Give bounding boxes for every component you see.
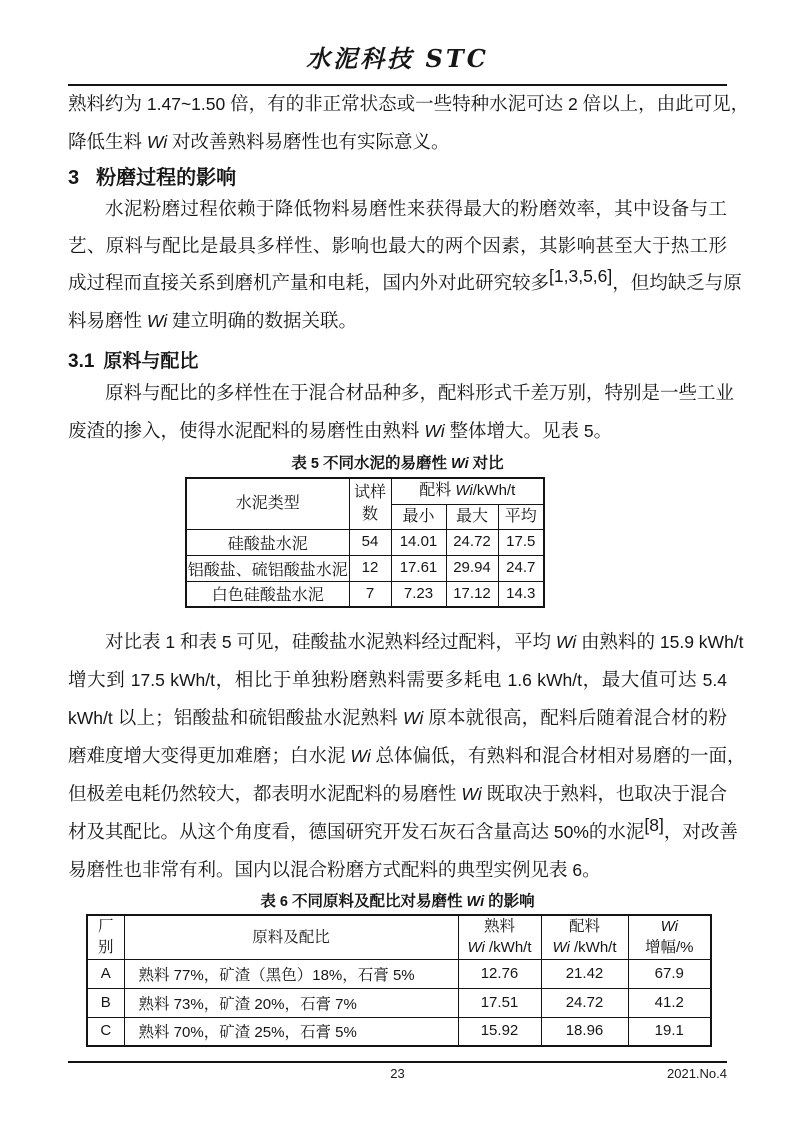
- table-6-header: [87, 915, 711, 959]
- cell-min: 17.61: [391, 555, 446, 581]
- text-line: 原料与配比的多样性在于混合材品种多，配料形式千差万别，特别是一些工业: [105, 384, 735, 404]
- cell-wi-increase: 67.9: [628, 959, 711, 988]
- table-row: [87, 988, 711, 1017]
- text-line: 水泥粉磨过程依赖于降低物料易磨性来获得最大的粉磨效率，其中设备与工: [105, 200, 727, 220]
- table-row: [186, 555, 544, 581]
- section-title: 粉磨过程的影响: [96, 167, 237, 189]
- cell-max: 24.72: [446, 529, 498, 555]
- table-5-header: [186, 478, 544, 529]
- column-header-clinker-wi: 熟料 Wi /kWh/t: [458, 915, 541, 959]
- cell-max: 17.12: [446, 581, 498, 607]
- text-line: 艺、原料与配比是最具多样性、影响也最大的两个因素，其影响甚至大于热工形: [68, 237, 727, 257]
- cell-avg: 17.5: [498, 529, 544, 555]
- table-row: [87, 1017, 711, 1046]
- cell-plant: A: [87, 959, 124, 988]
- section-title: 原料与配比: [103, 351, 199, 372]
- column-header-max: 最大: [446, 504, 498, 529]
- cell-clinker-wi: 15.92: [458, 1017, 541, 1046]
- cell-cement-type: 铝酸盐、硫铝酸盐水泥: [186, 555, 349, 581]
- section-number: 3.1: [68, 351, 95, 372]
- cell-sample-count: 54: [349, 529, 391, 555]
- cell-batch-wi: 24.72: [541, 988, 628, 1017]
- table-6: [86, 914, 712, 1047]
- text-line: 磨难度增大变得更加难磨；白水泥 Wi 总体偏低，有熟料和混合材相对易磨的一面，: [68, 746, 746, 767]
- column-header-avg: 平均: [498, 504, 544, 529]
- column-header-mix: 原料及配比: [124, 915, 458, 959]
- page-footer: [68, 1066, 727, 1084]
- cell-mix: 熟料 73%，矿渣 20%，石膏 7%: [124, 988, 458, 1017]
- cell-min: 7.23: [391, 581, 446, 607]
- page-number: 23: [390, 1066, 405, 1081]
- table-5: [185, 477, 545, 608]
- cell-batch-wi: 18.96: [541, 1017, 628, 1046]
- cell-min: 14.01: [391, 529, 446, 555]
- table-header-row: [87, 915, 711, 959]
- column-header-sample-count: 试样 数: [349, 478, 391, 529]
- issue-label: 2021.No.4: [667, 1066, 727, 1081]
- column-header-batch-wi-group: 配料 Wi/kWh/t: [391, 478, 544, 504]
- section-3-heading: [68, 164, 727, 192]
- cell-avg: 24.7: [498, 555, 544, 581]
- cell-plant: C: [87, 1017, 124, 1046]
- cell-max: 29.94: [446, 555, 498, 581]
- text-line: 但极差电耗仍然较大，都表明水泥配料的易磨性 Wi 既取决于熟料，也取决于混合: [68, 784, 728, 805]
- column-header-batch-wi: 配料 Wi /kWh/t: [541, 915, 628, 959]
- cell-mix: 熟料 70%，矿渣 25%，石膏 5%: [124, 1017, 458, 1046]
- text-line: 料易磨性 Wi 建立明确的数据关联。: [68, 311, 358, 332]
- text-line: 易磨性也非常有利。国内以混合粉磨方式配料的典型实例见表 6。: [68, 860, 601, 881]
- journal-title: 水泥科技 STC: [306, 44, 489, 73]
- table-row: [186, 581, 544, 607]
- cell-batch-wi: 21.42: [541, 959, 628, 988]
- text-line: 熟料约为 1.47~1.50 倍，有的非正常状态或一些特种水泥可达 2 倍以上，由此可见，: [68, 94, 750, 115]
- section-3-paragraph: [68, 192, 742, 341]
- text-line: 对比表 1 和表 5 可见，硅酸盐水泥熟料经过配料，平均 Wi 由熟料的 15.9 kWh/t: [105, 632, 744, 653]
- cell-plant: B: [87, 988, 124, 1017]
- analysis-paragraph: [68, 624, 746, 890]
- column-header-min: 最小: [391, 504, 446, 529]
- cell-avg: 14.3: [498, 581, 544, 607]
- column-header-wi-increase: Wi 增幅/%: [628, 915, 711, 959]
- section-3-1-paragraph: [68, 376, 735, 451]
- cell-wi-increase: 19.1: [628, 1017, 711, 1046]
- cell-wi-increase: 41.2: [628, 988, 711, 1017]
- cell-mix: 熟料 77%，矿渣（黑色）18%，石膏 5%: [124, 959, 458, 988]
- text-line: 废渣的掺入，使得水泥配料的易磨性由熟料 Wi 整体增大。见表 5。: [68, 421, 613, 442]
- table-row: [186, 529, 544, 555]
- cell-cement-type: 白色硅酸盐水泥: [186, 581, 349, 607]
- cell-sample-count: 12: [349, 555, 391, 581]
- text-line: 降低生料 Wi 对改善熟料易磨性也有实际意义。: [68, 132, 450, 153]
- text-line: kWh/t 以上；铝酸盐和硫铝酸盐水泥熟料 Wi 原本就很高，配料后随着混合材的粉: [68, 708, 727, 729]
- table-6-caption: 表 6 不同原料及配比对易磨性 Wi 的影响: [260, 893, 535, 910]
- section-number: 3: [68, 167, 80, 189]
- table-row: [87, 959, 711, 988]
- footer-rule: [68, 1061, 727, 1063]
- text-line: 材及其配比。从这个角度看，德国研究开发石灰石含量高达 50%的水泥[8]，对改善: [68, 814, 738, 843]
- table-5-body: [186, 529, 544, 607]
- column-header-cement-type: 水泥类型: [186, 478, 349, 529]
- intro-paragraph: [68, 86, 750, 162]
- section-3-1-heading: [68, 348, 727, 376]
- cell-sample-count: 7: [349, 581, 391, 607]
- text-line: 增大到 17.5 kWh/t，相比于单独粉磨熟料需要多耗电 1.6 kWh/t，最大值可达 5.4: [68, 670, 727, 691]
- table-header-row: [186, 478, 544, 504]
- cell-clinker-wi: 17.51: [458, 988, 541, 1017]
- table-5-caption: 表 5 不同水泥的易磨性 Wi 对比: [291, 455, 504, 472]
- text-line: 成过程而直接关系到磨机产量和电耗，国内外对此研究较多[1,3,5,6]，但均缺乏与原: [68, 265, 742, 294]
- cell-clinker-wi: 12.76: [458, 959, 541, 988]
- cell-cement-type: 硅酸盐水泥: [186, 529, 349, 555]
- column-header-plant: 厂 别: [87, 915, 124, 959]
- table-6-body: [87, 959, 711, 1046]
